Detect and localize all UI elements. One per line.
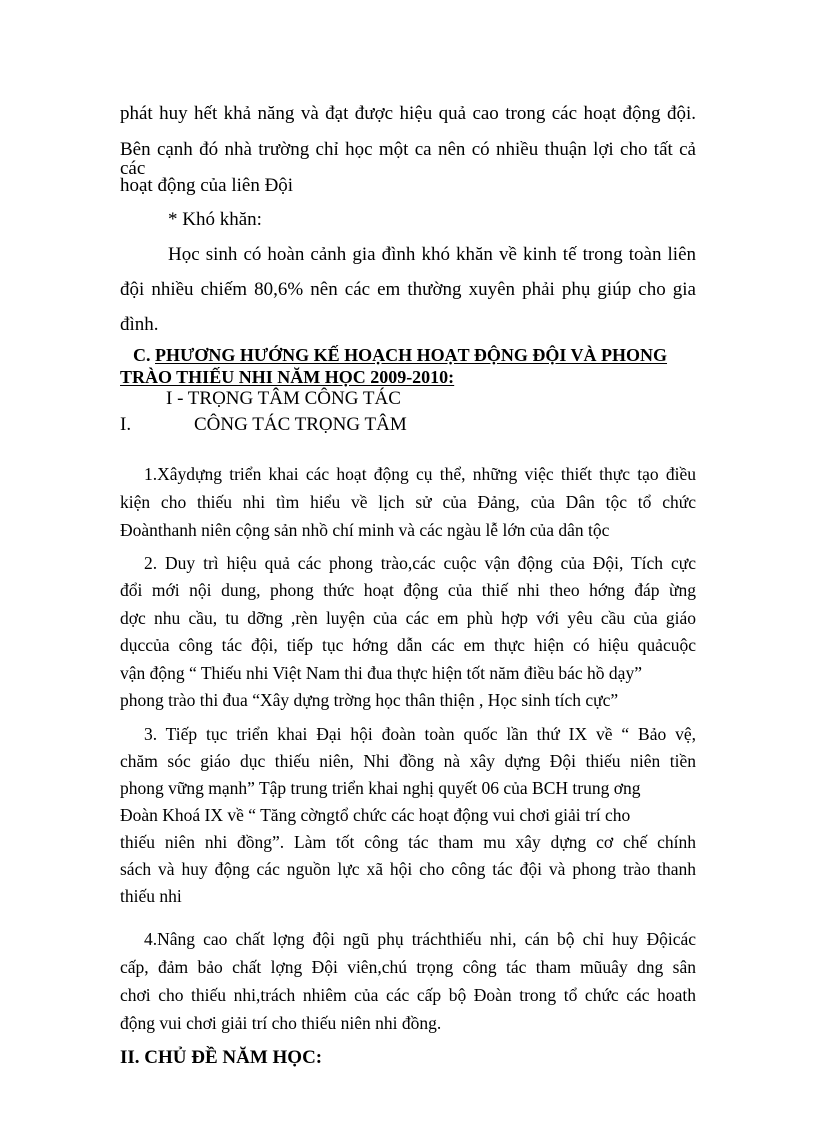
section-c-subheading: I - TRỌNG TÂM CÔNG TÁC <box>166 388 401 409</box>
item3-line-7: thiếu nhi <box>120 886 182 906</box>
section-c-title-text: PHƯƠNG HƯỚNG KẾ HOẠCH HOẠT ĐỘNG ĐỘI VÀ PHONG <box>155 345 668 365</box>
item3-line-5: thiếu niên nhi đồng”. Làm tốt công tác tham mu xây dựng cơ chế chính <box>120 832 696 852</box>
section-ii-heading: II. CHỦ ĐỀ NĂM HỌC: <box>120 1047 323 1068</box>
item3-line-1: 3. Tiếp tục triển khai Đại hội đoàn toàn quốc lần thứ IX về “ Bảo vệ, <box>144 724 696 744</box>
item4-line-2: cấp, đảm bảo chất lợng Đội viên,chú trọng công tác tham mũuây dng sân <box>120 957 696 977</box>
item4-line-4: động vui chơi giải trí cho thiếu niên nhi đồng. <box>120 1013 442 1033</box>
section-c-title-line-1 <box>133 346 667 364</box>
item3-line-4: Đoàn Khoá IX về “ Tăng cờngtổ chức các hoạt động vui chơi giải trí cho <box>120 805 631 825</box>
section-c-title-line-2: TRÀO THIẾU NHI NĂM HỌC 2009-2010: <box>120 367 455 387</box>
difficulty-line-3: đình. <box>120 314 159 335</box>
intro-line-3: hoạt động của liên Đội <box>120 175 294 196</box>
item2-line-2: đổi mới nội dung, phong thức hoạt động của thiế nhi theo hớng đáp ừng <box>120 580 696 600</box>
item4-line-1: 4.Nâng cao chất lợng đội ngũ phụ tráchthiếu nhi, cán bộ chỉ huy Độicác <box>144 929 696 949</box>
difficulty-line-1: Học sinh có hoàn cảnh gia đình khó khăn về kinh tế trong toàn liên <box>168 244 696 265</box>
roman-numeral: I. <box>120 414 132 435</box>
roman-heading: CÔNG TÁC TRỌNG TÂM <box>194 414 407 435</box>
section-c-prefix: C. <box>133 345 155 365</box>
item2-line-6: phong trào thi đua “Xây dựng trờng học thân thiện , Học sinh tích cực” <box>120 690 619 710</box>
item1-line-2: kiện cho thiếu nhi tìm hiểu về lịch sử của Đảng, của Dân tộc tổ chức <box>120 492 696 512</box>
difficulty-line-2: đội nhiều chiếm 80,6% nên các em thường xuyên phải phụ giúp cho gia <box>120 279 696 300</box>
item2-line-1: 2. Duy trì hiệu quả các phong trào,các cuộc vận động của Đội, Tích cực <box>144 553 696 573</box>
item2-line-5: vận động “ Thiếu nhi Việt Nam thi đua thực hiện tốt năm điều bác hồ dạy” <box>120 663 642 683</box>
item3-line-3: phong vững mạnh” Tập trung triển khai nghị quyết 06 của BCH trung ơng <box>120 778 641 798</box>
difficulty-heading: * Khó khăn: <box>168 209 262 230</box>
item3-line-6: sách và huy động các nguồn lực xã hội cho công tác đội và phong trào thanh <box>120 859 696 879</box>
item2-line-3: dợc nhu cầu, tu dỡng ,rèn luyện của các em phù hợp với yêu cầu của giáo <box>120 608 696 628</box>
item3-line-2: chăm sóc giáo dục thiếu niên, Nhi đồng nà xây dựng Đội thiếu niên tiền <box>120 751 696 771</box>
item1-line-3: Đoànthanh niên cộng sản nhồ chí minh và các ngàu lễ lớn của dân tộc <box>120 520 610 540</box>
item2-line-4: dụccủa công tác đội, tiếp tục hớng dẫn các em thực hiện có hiệu quảcuộc <box>120 635 696 655</box>
intro-line-2: Bên cạnh đó nhà trường chỉ học một ca nên có nhiều thuận lợi cho tất cả các <box>120 139 696 179</box>
item4-line-3: chơi cho thiếu nhi,trách nhiêm của các cấp bộ Đoàn trong tổ chức các hoath <box>120 985 696 1005</box>
item1-line-1: 1.Xâydựng triển khai các hoạt động cụ thể, những việc thiết thực tạo điều <box>144 464 696 484</box>
intro-line-1: phát huy hết khả năng và đạt được hiệu quả cao trong các hoạt động đội. <box>120 103 696 124</box>
